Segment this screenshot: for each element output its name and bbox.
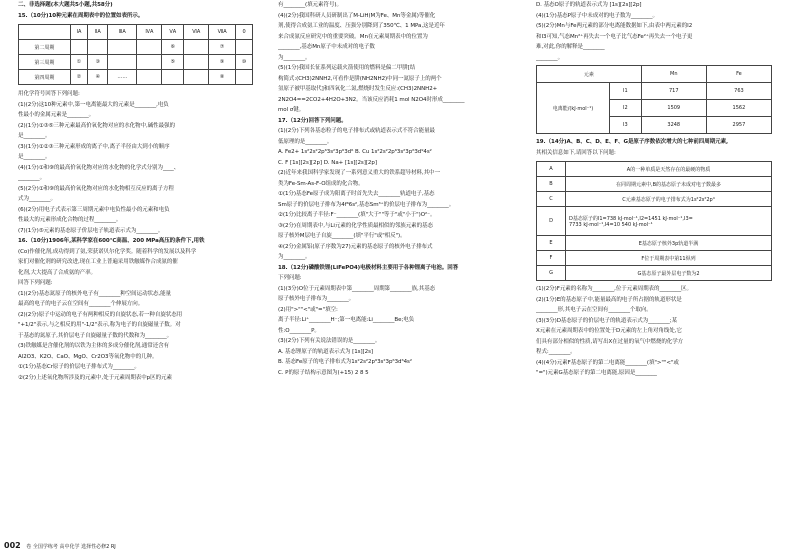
text-line: 18.（12分)磷酸铁锂(LiFePO4)电极材料主要用于各种锂离子电池。回答 (278, 264, 459, 271)
text-line: C. F [1s][2s][2p] D. Na+ [1s][2s][2p] (278, 159, 377, 166)
ptable-cell: ⑧ (209, 70, 236, 85)
ptable-header (19, 25, 71, 40)
ptable-cell (108, 40, 137, 55)
text-line: 是________。 (18, 133, 51, 139)
text-line: (1)(2分)基态氮原子的核外电子有________种空间运动状态,能量 (18, 290, 172, 297)
ptable-cell: …… (108, 70, 137, 85)
ptable-cell (108, 55, 137, 70)
text-line: ________。 (18, 175, 46, 181)
text-line: 家们对催化剂的研究改进,现在工业上普遍采用铁触媒作合成氨的催 (18, 259, 178, 265)
col3-text-bottom (536, 284, 781, 379)
text-line: D. 基态O原子的轨道表示式为 [1s][2s][2p] (536, 2, 642, 8)
info-key: F (537, 251, 566, 266)
ptable-cell (88, 40, 108, 55)
ptable-header: ⅢA (108, 25, 137, 40)
text-line: (Co)作催化剂,成功得到了氨,荣获诺贝尔化学奖。随着科学的发展以及科学 (18, 248, 197, 255)
text-line: B. 基态Fe原子的电子排布式为1s²2s²2p⁶3s²3p⁶3d⁶4s² (278, 359, 413, 365)
info-value: E基态原子核外3p轨道半满 (566, 236, 772, 251)
ptable-cell: ③ (88, 55, 108, 70)
mtable-header: Mn (641, 66, 706, 83)
mtable-label: 电离能/(kJ·mol⁻¹) (537, 83, 610, 134)
ptable-header: ⅥA (184, 25, 209, 40)
text-line: (5)(1分)我国长征系列运载火箭使用的燃料是偏二甲肼[结 (278, 65, 416, 71)
ptable-cell (70, 40, 88, 55)
ptable-cell (184, 40, 209, 55)
ptable-cell: ④ (88, 70, 108, 85)
text-line: 原子核外M层电子自旋________(填"平行"或"相反")。 (278, 233, 406, 239)
text-line: 来合成氨反应研究中的重要突破。Mn在元素周期表中的位置为 (278, 33, 428, 40)
text-line: ①(1分)基态Cr原子的价层电子排布式为________。 (18, 364, 140, 370)
text-line: (6)(2分)用电子式表示第三周期元素中电负性最小的元素和电负 (18, 206, 170, 213)
ptable-header: 0 (236, 25, 253, 40)
text-line: 16.（10分)1906年,某科学家在600℃高温、200 MPa高压的条件下,用铁 (18, 238, 205, 244)
text-line: (4)(4分)元素F基态原子的第二电离能________(填">""<"或 (536, 359, 679, 366)
ptable-cell: ⑤ (162, 55, 184, 70)
column-left (18, 0, 268, 556)
q15-stem: 15.（10分)10种元素在周期表中的位置如表所示。 (18, 12, 144, 19)
element-info-table (536, 161, 772, 281)
ptable-cell (236, 40, 253, 55)
text-line: (1)(2分)这10种元素中,第一电离能最大的元素是________,电负 (18, 101, 169, 108)
info-key: A (537, 162, 566, 177)
text-line: 性:O________P。 (278, 327, 320, 334)
text-line: ③(2分)在周期表中,与Li元素的化学性质最相似的邻族元素的基态 (278, 222, 433, 229)
text-line: Al2O3、K2O、CaO、MgO、Cr2O3等氧化物中的几种。 (18, 353, 158, 360)
ptable-cell (137, 55, 162, 70)
mtable-cell: 3248 (641, 117, 706, 134)
mtable-cell: I1 (610, 83, 642, 100)
text-line: ________。 (536, 54, 564, 61)
q19-stem (536, 137, 781, 158)
text-line: ________形,其电子云在空间有________个取向。 (536, 307, 652, 313)
text-line: 们具有部分相似的性质,请写出X在过量的氧气中燃烧的化学方 (536, 338, 684, 345)
text-line: "=")元素G基态原子的第二电离能,原因是________ (536, 370, 657, 376)
text-line: "+1/2"表示,与之相反的用"-1/2"表示,称为电子的自旋磁量子数。对 (18, 322, 181, 328)
page-number: 002 (4, 541, 21, 550)
ptable-cell: ① (70, 55, 88, 70)
text-line: 为________。 (278, 54, 311, 61)
text-line: 下列问题: (278, 275, 302, 281)
text-line: (4)(1分)基态P原子中未成对的电子数为________。 (536, 12, 658, 19)
ptable-cell: ⑩ (236, 55, 253, 70)
ptable-header: ⅠA (70, 25, 88, 40)
info-value: A的一种单质是天然存在的最硬的物质 (566, 162, 772, 177)
text-line: (5)(2分)Mn与Fe两元素的部分电离能数据如下,由表中两元素的I2 (536, 23, 693, 29)
mtable-cell: I3 (610, 117, 642, 134)
mtable-header: 元素 (537, 66, 642, 83)
ionization-table (536, 65, 772, 134)
ptable-cell (137, 70, 162, 85)
text-line: (7)(1分)⑤元素的基态原子价层电子轨道表示式为________。 (18, 227, 164, 234)
text-line: (4)(2分)我国科研人员研制出了M-LiH(M为Fe、Mn等金属)等催化 (278, 12, 436, 19)
text-line: C. P的原子结构示意图为(+15) 2 8 5 (278, 369, 369, 376)
ptable-cell: 第二周期 (19, 40, 71, 55)
mtable-cell: 2957 (706, 117, 771, 134)
text-line: (1)(3分)O位于元素周期表中第________周期第________族,其基态 (278, 285, 436, 292)
section-title: 二、非选择题(本大题共5小题,共58分) (18, 2, 113, 8)
col3-text-top (536, 0, 781, 63)
text-line: 19.（14分)A、B、C、D、E、F、G是原子序数依次增大的七种前四周期元素, (536, 139, 729, 145)
ptable-cell: 第三周期 (19, 55, 71, 70)
text-line: 化剂,大大提高了合成氨的产率。 (18, 269, 96, 276)
text-line: ④(2分)金属铝(原子序数为27)元素的基态原子的核外电子排布式 (278, 243, 433, 250)
text-line: 低原理的是________。 (278, 138, 333, 145)
text-line: 2N2O4==2CO2+4H2O+3N2。当该反应消耗1 mol N2O4时形成________ (278, 96, 465, 103)
text-line: (4)(1分)①和⑨的最高价氧化物对应的水化物的化学式分别为____、 (18, 164, 180, 171)
text-line: ①(1分)基态Fe原子成为阳离子时首先失去________轨道电子,基态 (278, 191, 435, 197)
text-line: 为________。 (278, 254, 311, 260)
info-value: 在同周期元素中,B的基态原子未成对电子数最多 (566, 177, 772, 192)
text-line: (2)(1分)①③⑤三种元素最高价氧化物对应的水化物中,碱性最强的 (18, 122, 175, 129)
text-line: (2)用">""<"或"="填空: (278, 306, 338, 313)
text-line: ②(2分)上述氧化物所涉及的元素中,处于元素周期表中p区的元素 (18, 374, 172, 381)
text-line: (1)(2分)F元素的名称为________,位于元素周期表的________区。 (536, 286, 692, 292)
col2-text (278, 0, 526, 378)
text-line: (3)铁触媒是含催化剂的以铁为主体的多成分催化剂,通常还含有 (18, 343, 170, 349)
ptable-cell: ⑦ (209, 40, 236, 55)
text-line: (3)(1分)①②③三种元素形成的离子中,离子半径由大到小的顺序 (18, 143, 170, 150)
ptable-header: ⅣA (137, 25, 162, 40)
text-line: ②(1分)比较离子半径:F⁻________(填"大于""等于"或"小于")O²⁻。 (278, 212, 436, 218)
info-key: C (537, 192, 566, 207)
col1-text (18, 89, 268, 383)
ptable-cell (162, 70, 184, 85)
periodic-table (18, 24, 253, 85)
text-line: 最高的电子的电子云在空间有________个伸展方向。 (18, 301, 144, 307)
text-line: 有________(填元素符号)。 (278, 2, 342, 8)
mtable-cell: 717 (641, 83, 706, 100)
text-line: ________,基态Mn原子中未成对的电子数 (278, 44, 375, 50)
text-line: 回答下列问题: (18, 280, 53, 286)
ptable-header: ⅤA (162, 25, 184, 40)
text-line: A. Fe2+ 1s²2s²2p⁶3s²3p⁶3d⁶ B. Cu 1s²2s²2p⁶3s²3p⁶3d⁹4s² (278, 149, 432, 155)
text-line: (3)(3分)D基态原子的价层电子的轨道表示式为________;某 (536, 317, 677, 324)
info-key: E (537, 236, 566, 251)
mtable-cell: 763 (706, 83, 771, 100)
info-value: F位于周期表中第11纵列 (566, 251, 772, 266)
text-line: 式为________。 (18, 196, 56, 202)
text-line: 离子半径:Li⁺________H⁻;第一电离能:Li________Be;电负 (278, 317, 415, 323)
text-line: A. 基态锂原子的轨道表示式为 [1s][2s] (278, 348, 374, 355)
text-line: 氢原子被甲基取代]和四氧化二氮,燃烧时发生反应:(CH3)2NNH2+ (278, 86, 438, 92)
text-line: 是________。 (18, 154, 51, 160)
footer-text: 卷 全国学练考 高中化学 选择性必修2 RJ (26, 544, 116, 550)
text-line: 17.（12分)回答下列问题。 (278, 117, 347, 124)
ptable-cell (184, 55, 209, 70)
text-line: 用化学符号回答下列问题: (18, 91, 80, 97)
mtable-cell: 1562 (706, 100, 771, 117)
text-line: 难,对此,你的解释是________ (536, 44, 605, 50)
column-right (536, 0, 781, 556)
text-line: X元素在元素周期表中的位置处于D元素的左上角对角线处,它 (536, 328, 682, 334)
text-line: 于基态的氮原子,其价层电子自旋磁量子数的代数和为________。 (18, 332, 173, 339)
info-value: G基态原子最外层电子数为2 (566, 266, 772, 281)
page-footer (4, 541, 116, 550)
text-line: Sm原子的价层电子排布为4f⁶6s²,基态Sm³⁺的价层电子排布为________。 (278, 201, 455, 208)
text-line: (3)(2分)下列有关说法错误的是________。 (278, 338, 381, 344)
mtable-header: Fe (706, 66, 771, 83)
column-middle (278, 0, 526, 556)
mtable-cell: I2 (610, 100, 642, 117)
info-key: B (537, 177, 566, 192)
text-line: (2)(2分)原子中运动的电子有两种相反的自旋状态,若一种自旋状态用 (18, 311, 183, 318)
text-line: (5)(2分)①和⑨的最高价氧化物对应的水化物相互反应的离子方程 (18, 185, 174, 192)
mtable-cell: 1509 (641, 100, 706, 117)
text-line: 性最小的金属元素是________。 (18, 112, 95, 118)
ptable-cell: 第四周期 (19, 70, 71, 85)
ptable-cell: ② (70, 70, 88, 85)
info-key: D (537, 207, 566, 236)
ptable-header: ⅦA (209, 25, 236, 40)
text-line: 构简式:(CH3)2NNH2,可看作是肼(NH2NH2)中同一氮原子上的两个 (278, 75, 442, 82)
info-value: C元素基态原子的电子排布式为1s²2s²2p⁴ (566, 192, 772, 207)
ptable-cell (137, 40, 162, 55)
text-line: (2)(1分)E的基态原子中,能量最高的电子所占据的轨道形状是 (536, 296, 682, 303)
ptable-cell: ⑥ (162, 40, 184, 55)
text-line: 剂,使得合成氨工业的温度、压强分别降到了350℃、1 MPa,这是近年 (278, 23, 445, 29)
text-line: 和I3可知,气态Mn²⁺再失去一个电子比气态Fe²⁺再失去一个电子更 (536, 33, 693, 40)
text-line: 原子核外电子排布为________。 (278, 296, 355, 302)
ptable-cell (184, 70, 209, 85)
text-line: (1)(2分)下列各基态粒子的电子排布式或轨道表示式不符合能量最 (278, 128, 435, 134)
info-value: D基态原子的I1=738 kJ·mol⁻¹,I2=1451 kJ·mol⁻¹,I3= 7733 kJ·mol⁻¹,I4=10 540 kJ·mol⁻¹ (566, 207, 772, 236)
info-key: G (537, 266, 566, 281)
ptable-cell (236, 70, 253, 85)
ptable-cell: ⑨ (209, 55, 236, 70)
text-line: 程式:________。 (536, 349, 576, 355)
text-line: (2)近年来我国科学家发现了一系列意义重大的铁系超导材料,其中一 (278, 170, 440, 176)
text-line: 其相关信息如下,请回答以下问题: (536, 149, 616, 156)
ptable-header: ⅡA (88, 25, 108, 40)
text-line: mol σ键。 (278, 107, 305, 113)
text-line: 类为Fe-Sm-As-F-O组成的化合物。 (278, 180, 364, 187)
text-line: 性最大的元素形成化合物的过程________。 (18, 217, 122, 223)
